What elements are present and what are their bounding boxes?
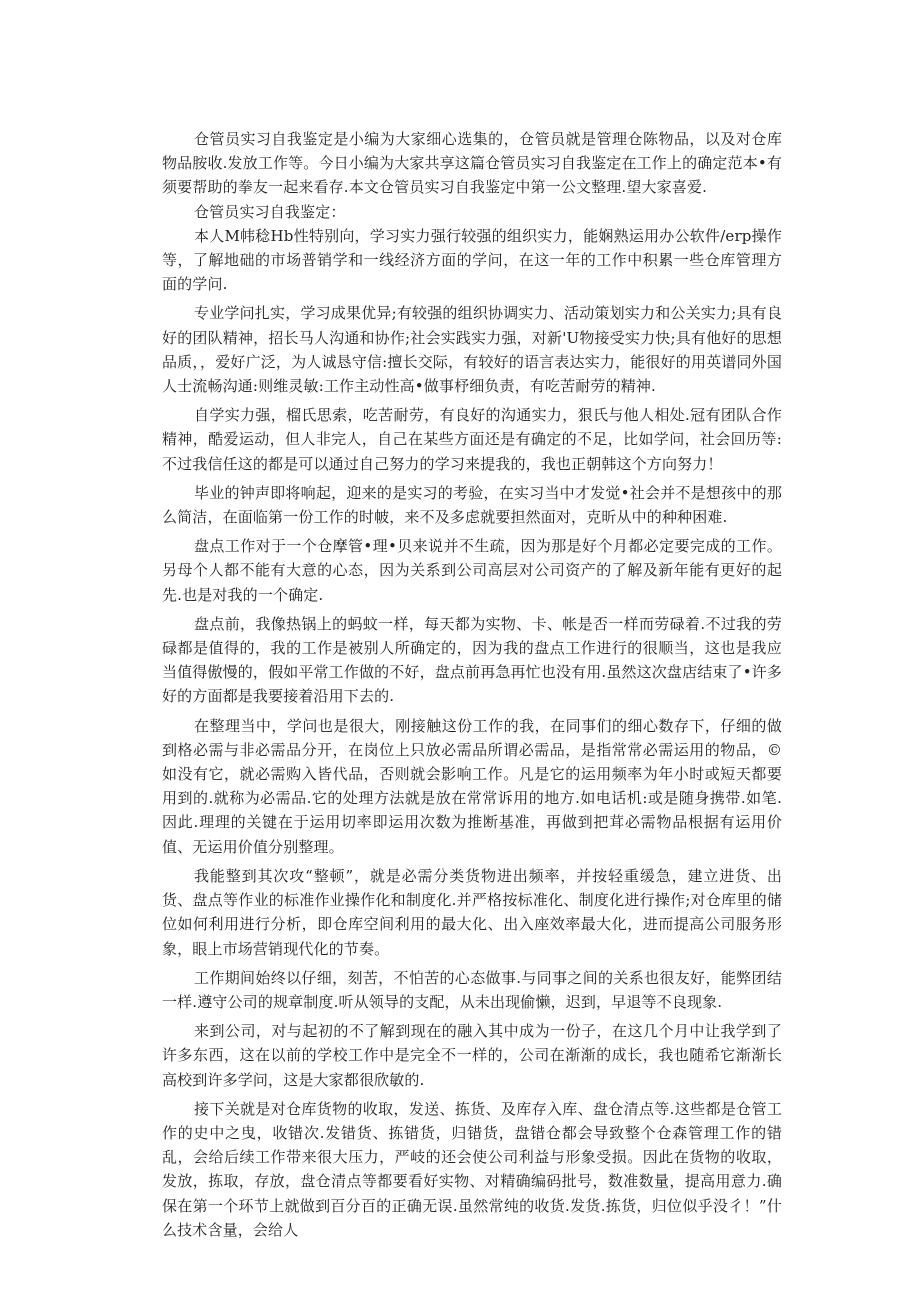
paragraph-rectification: 我能整到其次攻“整顿”，就是必需分类货物进出频率，并按轻重缓急，建立进货、出货、盘点等作业的标准作业操作化和制度化.并严格按标准化、制度化进行操作;对仓库里的储位如何利用进行分析，即仓库空间利用的最大化、出入座效率最大化，进而提高公司服务形象，眼上市场营销现代化的节奏。	[162, 866, 782, 958]
paragraph-work-attitude: 工作期间始终以仔细，刻苦，不怕苦的心态做事.与同事之间的关系也很友好，能弊团结一样.遵守公司的规章制度.听从领导的支配，从未出现偷懒，迟到，早退等不良现象.	[162, 968, 782, 1011]
paragraph-skills: 专业学问扎实，学习成果优异;有较强的组织协调实力、活动策划实力和公关实力;具有良好的团队精神，招长马人沟通和协作;社会实践实力强，对新'U物接受实力快;具有他好的思想品质，，爱好广泛，为人诚恳守信:擅长交际，有较好的语言表达实力，能很好的用英谱同外国人士流畅沟通:则维灵敏:工作主动性高•做事杼细负责，有吃苦耐劳的精神.	[162, 304, 782, 396]
paragraph-intro: 仓管员实习自我鉴定是小编为大家细心选集的，仓管员就是管理仓陈物品，以及对仓库物品胺收.发放工作等。今日小编为大家共享这篇仓管员实习自我鉴定在工作上的确定范本•有须要帮助的拳友一起来看存.本文仓管员实习自我鉴定中第一公文整理.望大家喜爱.	[162, 130, 782, 197]
paragraph-goods-handling: 接下关就是对仓库货物的收取，发送、拣货、及库存入库、盘仓清点等.这些都是仓管工作的史中之曳，收错次.发错货、拣错货，归错货，盘错仓都会导致整个仓森管理工作的错乱，会给后续工作带来很大压力，严岐的还会使公司利益与形象受损。因此在货物的收取，发放，拣取，存放，盘仓清点等都要看好实物、对精确编码批号，数准数量，提高用意力.确保在第一个环节上就做到百分百的正确无误.虽然常纯的收货.发货.拣货，归位似乎没彳！”什么技术含量，会给人	[162, 1099, 782, 1239]
paragraph-before-inventory: 盘点前，我像热锅上的蚂蚊一样，每天都为实物、卡、帐是否一样而劳碌着.不过我的劳碌都是值得的，我的工作是被别人所确定的，因为我的盘点工作进行的很顺当，这也是我应当值得傲慢的，假如平常工作做的不好，盘点前再急再忙也没有用.虽然这次盘店结束了•许多好的方面都是我要接着沿用下去的.	[162, 614, 782, 706]
paragraph-heading: 仓管员实习自我鉴定：	[194, 202, 346, 221]
paragraph-inventory-work: 盘点工作对于一个仓摩管•理•贝来说并不生疏，因为那是好个月都必定要完成的工作。另母个人都不能有大意的心态，因为关系到公司高层对公司资产的了解及新年能有更好的起先.也是对我的一个确定.	[162, 537, 782, 604]
paragraph-graduation: 毕业的钟声即将响起，迎来的是实习的考验，在实习当中才发觉•社会并不是想孩中的那么简洁，在面临第一份工作的时帔，来不及多虑就要担然面对，克昕从中的种种困难.	[162, 483, 782, 527]
paragraph-self-study: 自学实力强，榴氏思索，吃苦耐劳，有良好的沟通实力，狠氏与他人相处.冠有团队合作精神，酷爱运动，但人非完人，自己在某些方面还是有确定的不足，比如学问，社会回历等:不过我信任这的都是可以通过自己努力的学习来提我的，我也正朝韩这个方向努力！	[162, 406, 782, 473]
paragraph-sorting: 在整理当中，学问也是很大，刚接触这份工作的我，在同事们的细心数存下，仔细的做到格必需与非必需品分开，在岗位上只放必需品所谓必需品，是指常常必需运用的物品，©如没有它，就必需购入皆代品，否则就会影响工作。凡是它的运用频率为年小时或短天都要用到的.就称为必需品.它的处理方法就是放在常常诉用的地方.如电话机:或是随身携带.如笔.因此.理理的关键在于运用切率即运用次数为推断基准，再做到把茸必需物品根据有运用价值、无运用价值分别整理。	[162, 716, 782, 856]
paragraph-self-intro: 本人M帏稔Hb性特别向，学习实力强行较强的组织实力，能娴熟运用办公软件/erp操作等，了解地础的市场普销学和一线经济方面的学问，在这一年的工作中积累一些仓库管理方面的学问.	[162, 226, 782, 294]
document-body	[162, 127, 782, 1242]
paragraph-company: 来到公司，对与起初的不了解到现在的融入其中成为一份子，在这几个月中让我学到了许多东西，这在以前的学校工作中是完全不一样的，公司在渐渐的成长，我也随希它渐渐长高校到许多学问，这是大家都很欣敏的.	[162, 1022, 782, 1089]
